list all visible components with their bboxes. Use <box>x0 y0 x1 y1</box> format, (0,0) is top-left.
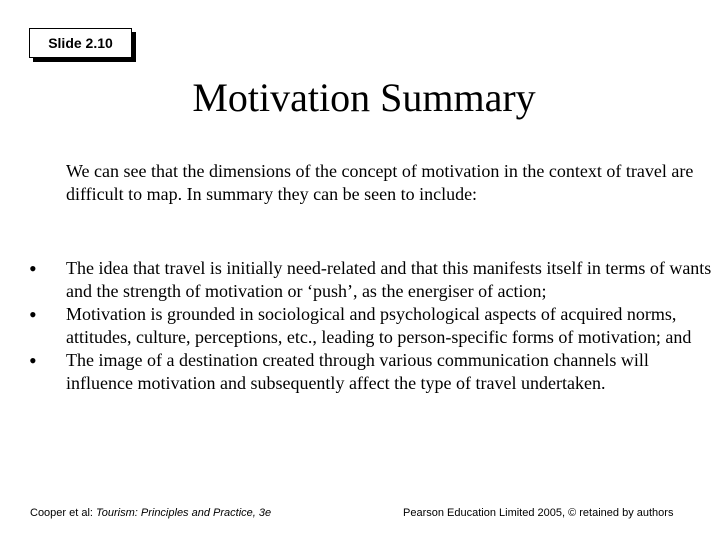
bullet-icon: • <box>29 256 37 281</box>
slide-number-label: Slide 2.10 <box>48 35 113 51</box>
bullet-text: The image of a destination created through various communication channels will influence motivation and subsequently affect the type of travel undertaken. <box>66 350 649 393</box>
bullet-item <box>0 303 728 349</box>
footer-publisher: Pearson Education Limited 2005, © retained by authors <box>403 507 674 519</box>
slide-number-badge <box>29 28 132 58</box>
bullet-item <box>0 257 728 303</box>
bullet-icon: • <box>29 302 37 327</box>
bullet-item <box>0 349 728 395</box>
footer-book-title: Tourism: Principles and Practice, 3e <box>96 507 272 519</box>
bullet-icon: • <box>29 348 37 373</box>
bullet-text: Motivation is grounded in sociological and psychological aspects of acquired norms, attitudes, culture, perceptions, etc., leading to person-specific forms of motivation; and <box>66 304 692 347</box>
intro-paragraph: We can see that the dimensions of the concept of motivation in the context of travel are difficult to map. In summary they can be seen to include: <box>66 161 694 204</box>
footer-citation <box>30 506 271 520</box>
slide-title: Motivation Summary <box>192 75 536 120</box>
bullet-list <box>0 257 728 395</box>
bullet-text: The idea that travel is initially need-related and that this manifests itself in terms of wants and the strength of motivation or ‘push’, as the energiser of action; <box>66 258 712 301</box>
footer-authors: Cooper et al: <box>30 507 97 519</box>
